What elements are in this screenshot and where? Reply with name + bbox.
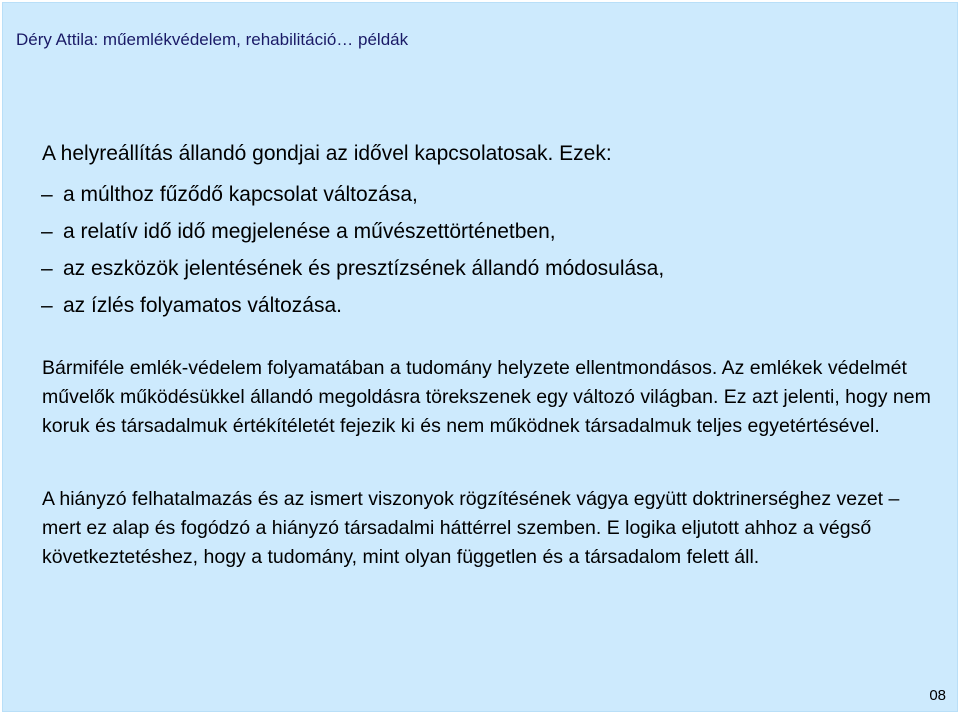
dash-bullet: – bbox=[41, 294, 53, 317]
dash-bullet: – bbox=[41, 220, 53, 243]
list-item bbox=[41, 220, 664, 257]
dash-list bbox=[41, 183, 664, 331]
paragraph-science: Bármiféle emlék-védelem folyamatában a tudomány helyzete ellentmondásos. Az emlékek védelmét művelők működésükkel állandó megoldásra törekszenek egy változó világban. Ez azt jelenti, hogy nem koruk és társadalmuk értékítéletét fejezik ki és nem működnek társadalmuk teljes egyetértésével. bbox=[42, 357, 931, 437]
list-item bbox=[41, 257, 664, 294]
list-item-text: a relatív idő idő megjelenése a művészettörténetben, bbox=[63, 220, 556, 243]
list-item bbox=[41, 183, 664, 220]
list-item-text: az ízlés folyamatos változása. bbox=[63, 294, 342, 317]
dash-bullet: – bbox=[41, 257, 53, 280]
intro-text: A helyreállítás állandó gondjai az idővel kapcsolatosak. Ezek: bbox=[42, 142, 612, 165]
list-item bbox=[41, 294, 664, 331]
paragraph-doctrine: A hiányzó felhatalmazás és az ismert viszonyok rögzítésének vágya együtt doktrinerséghez vezet – mert ez alap és fogódzó a hiányzó társadalmi háttérrel szemben. E logika eljutott ahhoz a végső következtetéshez, hogy a tudomány, mint olyan független és a társadalom felett áll. bbox=[42, 488, 900, 568]
slide-header: Déry Attila: műemlékvédelem, rehabilitáció… példák bbox=[16, 30, 409, 49]
dash-bullet: – bbox=[41, 183, 53, 206]
slide bbox=[2, 2, 958, 712]
list-item-text: az eszközök jelentésének és presztízsének állandó módosulása, bbox=[63, 257, 665, 280]
list-item-text: a múlthoz fűződő kapcsolat változása, bbox=[63, 183, 418, 206]
page-number: 08 bbox=[929, 687, 946, 704]
